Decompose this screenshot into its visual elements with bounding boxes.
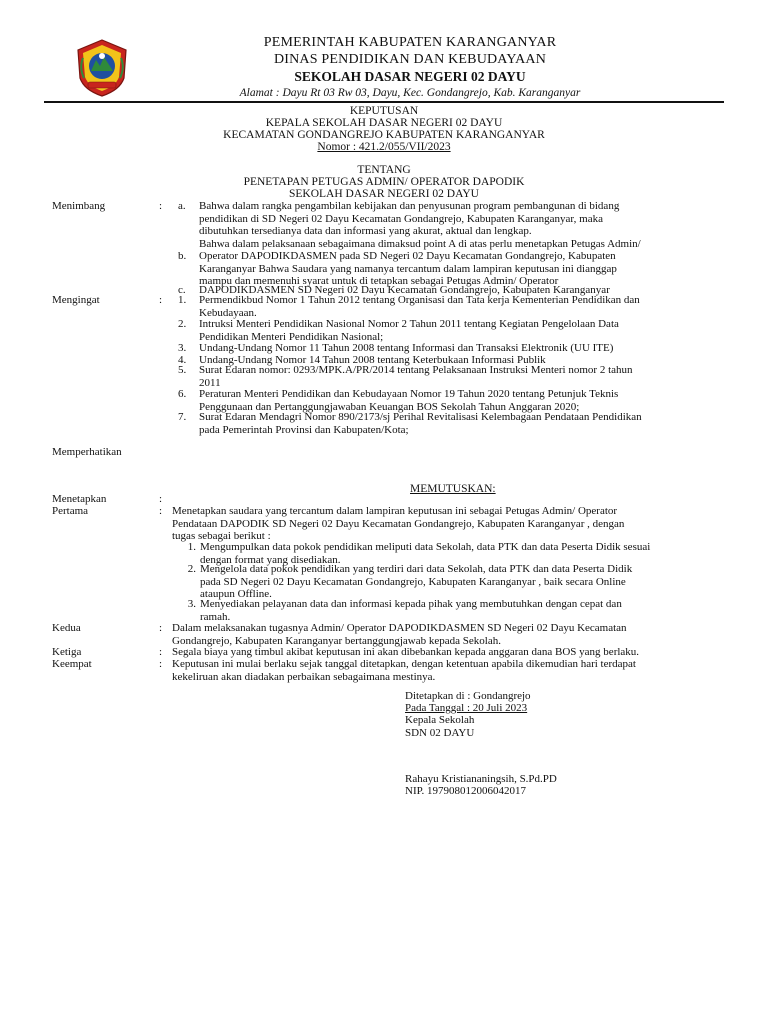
item-line: dibutuhkan tersedianya data dan informasi yang akurat, aktual dan lengkap. <box>199 225 532 237</box>
title-number <box>0 141 768 154</box>
item-line: pada Pemerintah Provinsi dan Kabupaten/Kota; <box>199 423 409 436</box>
item-line: Kebudayaan. <box>199 306 257 319</box>
keempat-colon: : <box>159 658 163 670</box>
karanganyar-emblem-icon <box>74 38 130 98</box>
item-line: Permendikbud Nomor 1 Tahun 2012 tentang Organisasi dan Tata kerja Kementerian Pendidikan dan <box>199 294 640 306</box>
menimbang-label: Menimbang <box>52 200 106 212</box>
mengingat-label: Mengingat <box>52 294 100 306</box>
task-line: Mengelola data pokok pendidikan yang terdiri dari data Sekolah, data PTK dan data Peserta Didik <box>200 563 633 575</box>
pertama-colon: : <box>159 505 163 517</box>
decree-number: Nomor : 421.2/055/VII/2023 <box>317 141 451 153</box>
letterhead-department: DINAS PENDIDIKAN DAN KEBUDAYAAN <box>273 52 547 67</box>
task-line: dengan format yang disediakan. <box>200 553 341 566</box>
letterhead-divider <box>44 101 724 103</box>
kedua-line: Gondangrejo, Kabupaten Karanganyar bertanggungjawab kepada Sekolah. <box>172 634 501 647</box>
item-mark: b. <box>178 250 187 262</box>
menetapkan-label: Menetapkan <box>52 493 107 505</box>
item-mark: c. <box>178 284 186 296</box>
pertama-label: Pertama <box>52 505 89 517</box>
keempat-line: Keputusan ini mulai berlaku sejak tanggal ditetapkan, dengan ketentuan apabila dikemudian hari terdapat <box>172 658 636 670</box>
task-mark: 2. <box>187 563 196 575</box>
pertama-line: tugas sebagai berikut : <box>172 530 271 542</box>
memutuskan-heading: MEMUTUSKAN: <box>410 483 496 495</box>
item-line: Undang-Undang Nomor 14 Tahun 2008 tentang Keterbukaan Informasi Publik <box>199 354 546 366</box>
signature-date: Pada Tanggal : 20 Juli 2023 <box>405 702 528 714</box>
item-line: Pendidikan Menteri Pendidikan Nasional; <box>199 330 384 343</box>
item-line: pendidikan di SD Negeri 02 Dayu Kecamatan Gondangrejo, Kabupaten Karanganyar, maka <box>199 212 603 225</box>
signature-name: Rahayu Kristiananingsih, S.Pd.PD <box>405 773 557 785</box>
item-line: Surat Edaran nomor: 0293/MPK.A/PR/2014 tentang Pelaksanaan Instruksi Menteri nomor 2 tahun <box>199 364 633 376</box>
signature-school: SDN 02 DAYU <box>405 727 475 739</box>
item-mark: a. <box>178 200 186 212</box>
ketiga-label: Ketiga <box>52 646 82 658</box>
item-mark: 2. <box>178 318 187 330</box>
item-mark: 3. <box>178 342 187 354</box>
item-mark: 4. <box>178 354 187 366</box>
keempat-label: Keempat <box>52 658 92 670</box>
title-keputusan: KEPUTUSAN <box>349 105 419 117</box>
task-mark: 1. <box>187 541 196 553</box>
task-line: Menyediakan pelayanan data dan informasi kepada pihak yang membutuhkan dengan cepat dan <box>200 598 622 610</box>
ketiga-colon: : <box>159 646 163 658</box>
signature-position: Kepala Sekolah <box>405 714 475 726</box>
memperhatikan-label: Memperhatikan <box>52 446 122 458</box>
menimbang-colon: : <box>159 200 163 212</box>
item-line: Peraturan Menteri Pendidikan dan Kebudayaan Nomor 19 Tahun 2020 tentang Petunjuk Teknis <box>199 388 619 400</box>
title-region: KECAMATAN GONDANGREJO KABUPATEN KARANGANYAR <box>223 129 545 141</box>
letterhead-school: SEKOLAH DASAR NEGERI 02 DAYU <box>294 69 526 84</box>
item-mark: 1. <box>178 294 187 306</box>
signature-place: Ditetapkan di : Gondangrejo <box>405 690 531 702</box>
task-mark: 3. <box>187 598 196 610</box>
task-line: pada SD Negeri 02 Dayu Kecamatan Gondangrejo, Kabupaten Karanganyar , baik secara Online <box>200 575 626 588</box>
kedua-line: Dalam melaksanakan tugasnya Admin/ Operator DAPODIKDASMEN SD Negeri 02 Dayu Kecamatan <box>172 622 627 634</box>
letterhead-address: Alamat : Dayu Rt 03 Rw 03, Dayu, Kec. Gondangrejo, Kab. Karanganyar <box>239 87 581 99</box>
item-line: Penggunaan dan Pertanggungjawaban Keuangan BOS Sekolah Tahun Anggaran 2020; <box>199 400 580 413</box>
signature-nip: NIP. 197908012006042017 <box>405 785 527 797</box>
item-line: Undang-Undang Nomor 11 Tahun 2008 tentang Informasi dan Transaksi Elektronik (UU ITE) <box>199 342 614 354</box>
kedua-colon: : <box>159 622 163 634</box>
ketiga-line: Segala biaya yang timbul akibat keputusan ini akan dibebankan kepada anggaran dana BOS yang berlaku. <box>172 646 640 658</box>
title-subject-2: SEKOLAH DASAR NEGERI 02 DAYU <box>289 188 479 200</box>
item-line: Bahwa dalam rangka pengambilan kebijakan dan penyusunan program pembangunan di bidang <box>199 200 620 212</box>
pertama-line: Menetapkan saudara yang tercantum dalam lampiran keputusan ini sebagai Petugas Admin/ Operator <box>172 505 618 517</box>
menetapkan-colon: : <box>159 493 163 505</box>
keempat-line: kekeliruan akan diadakan perbaikan sebagaimana mestinya. <box>172 670 436 683</box>
letterhead <box>0 34 768 100</box>
letterhead-text <box>150 34 670 102</box>
item-line: Operator DAPODIKDASMEN pada SD Negeri 02 Dayu Kecamatan Gondangrejo, Kabupaten <box>199 250 616 262</box>
letterhead-government: PEMERINTAH KABUPATEN KARANGANYAR <box>263 35 557 50</box>
pertama-line: Pendataan DAPODIK SD Negeri 02 Dayu Kecamatan Gondangrejo, Kabupaten Karanganyar , dengan <box>172 517 625 530</box>
title-subject-1: PENETAPAN PETUGAS ADMIN/ OPERATOR DAPODIK <box>243 176 525 188</box>
task-line: ataupun Offline. <box>200 588 272 600</box>
task-line: ramah. <box>200 610 231 623</box>
kedua-label: Kedua <box>52 622 81 634</box>
item-line: 2011 <box>199 376 221 389</box>
item-line: mampu dan memenuhi syarat untuk di tetapkan sebagai Petugas Admin/ Operator <box>199 275 559 287</box>
item-line: DAPODIKDASMEN SD Negeri 02 Dayu Kecamatan Gondangrejo, Kabupaten Karanganyar <box>199 284 610 296</box>
title-tentang: TENTANG <box>357 164 411 176</box>
title-issuer: KEPALA SEKOLAH DASAR NEGERI 02 DAYU <box>265 117 503 129</box>
item-line: Intruksi Menteri Pendidikan Nasional Nomor 2 Tahun 2011 tentang Kegiatan Pengelolaan Data <box>199 318 619 330</box>
item-mark: 6. <box>178 388 187 400</box>
item-line: Surat Edaran Mendagri Nomor 890/2173/sj Perihal Revitalisasi Kelembagaan Pendataan Pendidikan <box>199 411 642 423</box>
item-mark: 5. <box>178 364 187 376</box>
item-mark: 7. <box>178 411 187 423</box>
item-line: Bahwa dalam pelaksanaan sebagaimana dimaksud point A di atas perlu menetapkan Petugas Admin/ <box>199 237 641 250</box>
item-line: Karanganyar Bahwa Saudara yang namanya tercantum dalam lampiran keputusan ini dianggap <box>199 262 617 275</box>
mengingat-colon: : <box>159 294 163 306</box>
task-line: Mengumpulkan data pokok pendidikan meliputi data Sekolah, data PTK dan data Peserta Didik sesuai <box>200 541 651 553</box>
